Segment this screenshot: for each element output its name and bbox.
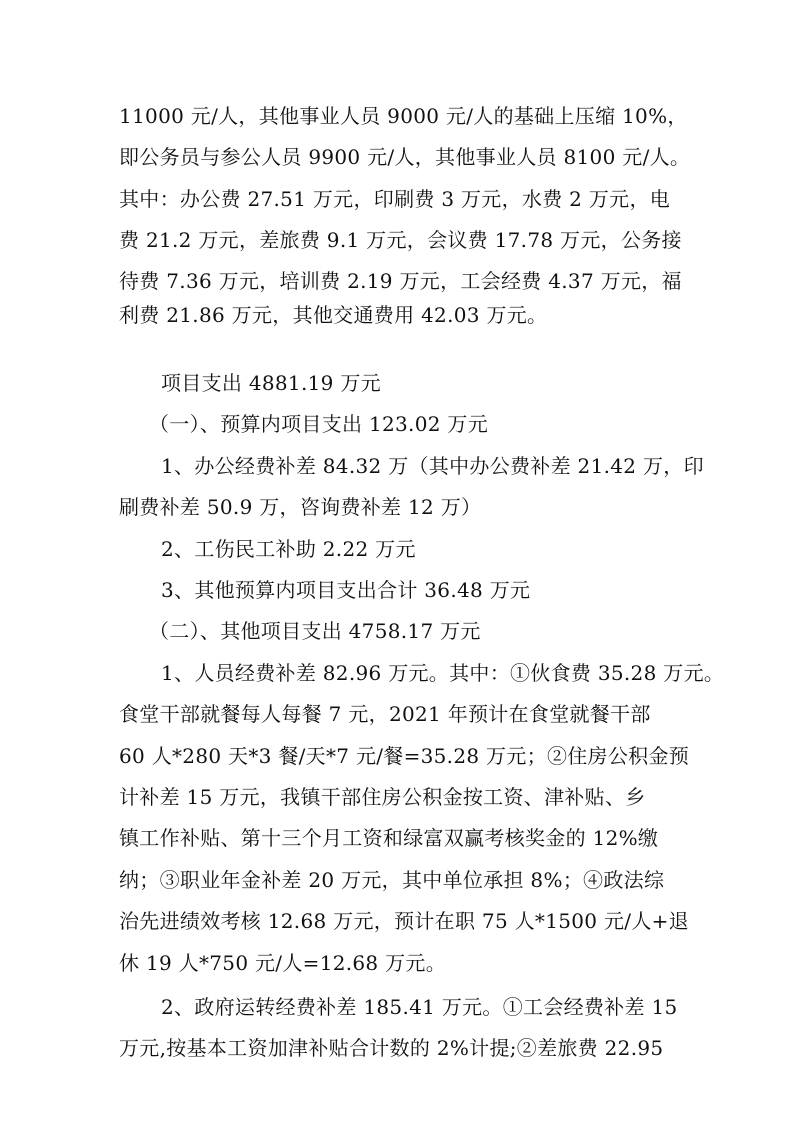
text-line-1: 11000 元/人，其他事业人员 9000 元/人的基础上压缩 10%， [119, 104, 688, 128]
section-heading-project-expenditure: 项目支出 4881.19 万元 [161, 371, 381, 395]
text-line-9: 1、办公经费补差 84.32 万（其中办公费补差 21.42 万，印 [161, 454, 704, 478]
text-line-3: 其中：办公费 27.51 万元，印刷费 3 万元，水费 2 万元，电 [119, 187, 671, 211]
text-line-5: 待费 7.36 万元，培训费 2.19 万元，工会经费 4.37 万元，福 [119, 269, 682, 293]
text-line-20: 治先进绩效考核 12.68 万元，预计在职 75 人*1500 元/人+退 [119, 909, 689, 933]
text-line-19: 纳；③职业年金补差 20 万元，其中单位承担 8%；④政法综 [119, 868, 665, 892]
text-line-11: 2、工伤民工补助 2.22 万元 [161, 537, 416, 561]
subsection-heading-2: （二）、其他项目支出 4758.17 万元 [149, 619, 481, 643]
text-line-16: 60 人*280 天*3 餐/天*7 元/餐=35.28 万元；②住房公积金预 [119, 744, 690, 768]
text-line-10: 刷费补差 50.9 万，咨询费补差 12 万） [119, 495, 482, 519]
text-line-22: 2、政府运转经费补差 185.41 万元。①工会经费补差 15 [161, 995, 678, 1019]
text-line-18: 镇工作补贴、第十三个月工资和绿富双赢考核奖金的 12%缴 [119, 826, 659, 850]
text-line-2: 即公务员与参公人员 9900 元/人，其他事业人员 8100 元/人。 [119, 145, 691, 169]
text-line-4: 费 21.2 万元，差旅费 9.1 万元，会议费 17.78 万元，公务接 [119, 228, 682, 252]
text-line-15: 食堂干部就餐每人每餐 7 元，2021 年预计在食堂就餐干部 [119, 702, 651, 726]
text-line-12: 3、其他预算内项目支出合计 36.48 万元 [161, 578, 531, 602]
text-line-6: 利费 21.86 万元，其他交通费用 42.03 万元。 [119, 303, 548, 327]
text-line-23: 万元,按基本工资加津补贴合计数的 2%计提;②差旅费 22.95 [119, 1036, 664, 1060]
text-line-21: 休 19 人*750 元/人=12.68 万元。 [119, 951, 447, 975]
text-line-14: 1、人员经费补差 82.96 万元。其中：①伙食费 35.28 万元。 [161, 661, 725, 685]
text-line-17: 计补差 15 万元，我镇干部住房公积金按工资、津补贴、乡 [119, 785, 646, 809]
subsection-heading-1: （一）、预算内项目支出 123.02 万元 [149, 412, 488, 436]
